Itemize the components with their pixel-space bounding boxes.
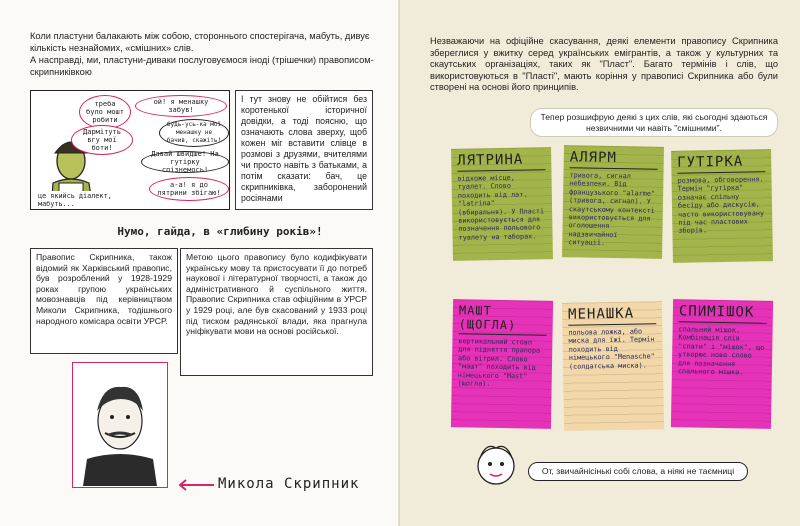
right-page [400, 0, 800, 526]
card-body: тривога, сигнал небезпеки. Від французького "alarme" (тривога, сигнал). У скаутському контексті використовується для оголошення надзвичайної ситуації. [568, 171, 656, 248]
comic-bubble-3: будь-усь-ка мої менашку не бачив, скажіть! [159, 119, 229, 147]
comic-bubble-1: треба було мошт робити [79, 95, 131, 129]
comic-bubble-4: Давай швидше! На гутірку спізнемось! [141, 151, 229, 173]
portrait-label: Микола Скрипник [218, 476, 360, 492]
intro-paragraph-2: А насправді, ми, пластуни-диваки послуговуємося іноді (трішечки) правописом-скрипниківкою [30, 55, 374, 77]
word-card-hutirka [671, 149, 773, 263]
card-body: вертикальний стовп для підняття прапора або вітрил. Слово "машт" походить від німецького "Mast" (щогла). [457, 337, 541, 388]
history-side-box: І тут знову не обійтися без коротенької історичної довідки, а тоді поясню, що означають слова зверху, щоб кожен міг вставити слівце в розмові з друзями, вчителями чи просто навіть з батьками, а потім сказати: бач, це скрипниківка, заборонений росіянами [235, 90, 373, 210]
word-card-masht [451, 299, 553, 429]
word-card-alarm [562, 145, 664, 259]
card-body: відхоже місце, туалет. Слово походить від лат. "latrina" (вбиральня). У Пласті використовується для позначення польового туалету на таборах. [457, 173, 545, 242]
slogan: Нумо, гайда, в «глибину років»! [117, 225, 323, 238]
word-card-latryna [451, 147, 553, 261]
word-card-menashka [562, 301, 664, 431]
card-title: АЛЯРМ [570, 149, 658, 170]
narrator-character-icon [466, 436, 526, 496]
skrypnyk-portrait [73, 363, 166, 486]
card-body: польова ложка, або миска для їжі. Термін походить від німецького "Menasche" (солдатська миска). [568, 327, 655, 371]
card-title: ЛЯТРИНА [457, 151, 545, 172]
skrypnyk-origin-box: Правопис Скрипника, також відомий як Харківський правопис, був розроблений у 1928-1929 роках групою українських мовознавців під керівництвом Миколи Скрипника, тодішнього народного комісара освіти УРСР. [30, 248, 178, 354]
comic-bubble-5: а-а! я до лятрини збігаю! [149, 177, 229, 201]
card-title: МАШТ (ЩОГЛА) [459, 303, 548, 336]
card-body: розмова, обговорення. Термін "гутірка" означає спільну бесіду або дискусію, часто використовувану під час пластових зборів. [677, 175, 765, 236]
right-intro-paragraph: Незважаючи на офіційне скасування, деякі елементи правопису Скрипника збереглися у вжитку серед українських емігрантів, а також у культурних та скаутських організаціях, таких як "Пласт". Багато термінів і слів, що використовуються в "Пласті", мають коріння у правописі Скрипника або були створені на основі його принципів. [430, 36, 778, 93]
arrow-left-icon [176, 478, 216, 492]
card-title: МЕНАШКА [568, 305, 656, 326]
intro-paragraph-1: Коли пластуни балакають між собою, стороннього спостерігача, мабуть, дивує кількість незнайомих, «смішних» слів. [30, 31, 370, 53]
word-card-spymishok [671, 299, 773, 429]
portrait-frame [72, 362, 168, 488]
comic-caption: це якийсь діалект, мабуть... [37, 191, 127, 209]
card-title: ГУТІРКА [677, 153, 765, 174]
comic-bubble-2: ой! я менашку забув! [135, 95, 227, 117]
explain-bubble: Тепер розшифрую деякі з цих слів, які сьогодні здаються незвичними чи навіть "смішними". [530, 108, 778, 137]
skrypnyk-purpose-box: Метою цього правопису було кодифікувати українську мову та пристосувати її до потреб наукової і літературної творчості, а також до адміністративного й суспільного життя. Правопис Скрипника став офіційним в УРСР у 1929 році, але був скасований у 1933 році під тиском радянської влади, яка прагнула уніфікувати мови на основі російської. [180, 248, 373, 376]
comic-bubble-6: Дармітуть вгу мої боти! [71, 125, 133, 155]
bottom-speech-bubble: От, звичайнісінькі собі слова, а ніякі не таємниці [528, 462, 748, 481]
card-body: спальний мішок. Комбінація слів "спати" і "мішок", що утворює нове слово для позначення спального мішка. [677, 325, 765, 377]
card-title: СПИМІШОК [679, 303, 767, 324]
comic-panel [30, 90, 230, 210]
